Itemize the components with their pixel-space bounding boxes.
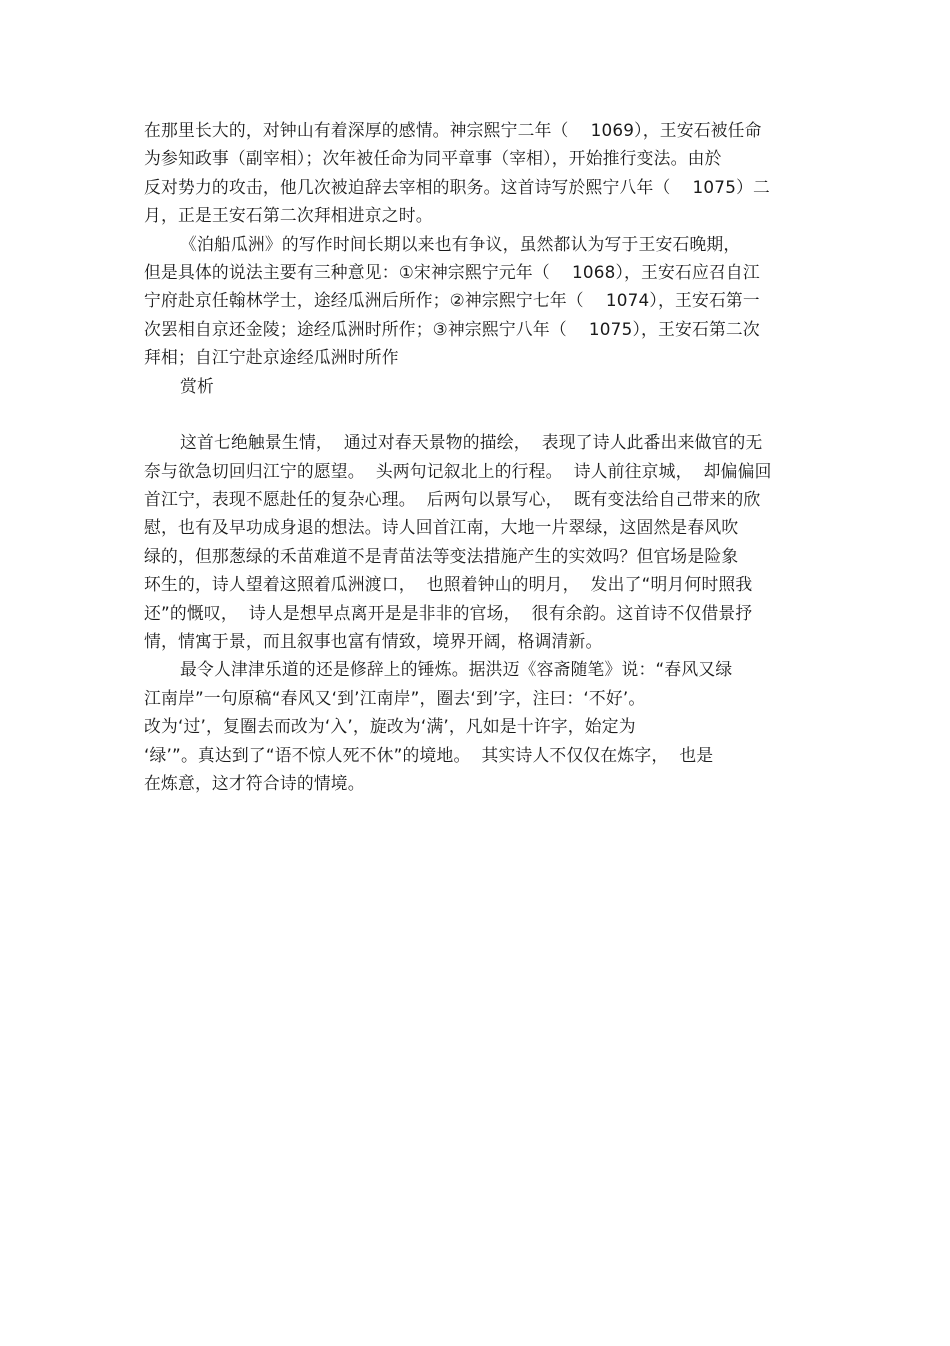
paragraph-start-line: 这首七绝触景生情， 通过对春天景物的描绘， 表现了诗人此番出来做官的无 [180,432,763,453]
text-line: 在炼意，这才符合诗的情境。 [144,772,365,793]
text-line: 反对势力的攻击，他几次被迫辞去宰相的职务。这首诗写於熙宁八年（ 1075）二 [144,176,771,197]
text-line: 月，正是王安石第二次拜相进京之时。 [144,205,433,226]
document-body [144,116,824,797]
text-line: 拜相；自江宁赴京途经瓜洲时所作 [144,347,399,368]
text-line: 环生的，诗人望着这照着瓜洲渡口， 也照着钟山的明月， 发出了“明月何时照我 [144,574,753,595]
paragraph-start-line: 《泊船瓜洲》的写作时间长期以来也有争议，虽然都认为写于王安石晚期， [180,233,741,254]
text-line: 首江宁，表现不愿赴任的复杂心理。 后两句以景写心， 既有变法给自己带来的欣 [144,489,761,510]
text-line: 在那里长大的，对钟山有着深厚的感情。神宗熙宁二年（ 1069），王安石被任命 [144,120,762,140]
text-line: ‘绿’”。真达到了“语不惊人死不休”的境地。 其实诗人不仅仅在炼字， 也是 [144,744,714,765]
paragraph-start-line: 最令人津津乐道的还是修辞上的锤炼。据洪迈《容斋随笔》说：“春风又绿 [180,659,733,680]
text-line: 奈与欲急切回归江宁的愿望。 头两句记叙北上的行程。 诗人前往京城， 却偏偏回 [144,460,772,481]
text-line: 宁府赴京任翰林学士，途经瓜洲后所作；②神宗熙宁七年（ 1074），王安石第一 [144,290,760,311]
section-heading: 赏析 [180,375,214,396]
blank-line [144,400,824,428]
text-line: 江南岸”一句原稿“春风又‘到’江南岸”，圈去‘到’字，注曰：‘不好’。 [144,687,646,708]
text-line: 情，情寓于景，而且叙事也富有情致，境界开阔，格调清新。 [144,631,603,652]
text-line: 但是具体的说法主要有三种意见：①宋神宗熙宁元年（ 1068），王安石应召自江 [144,261,760,282]
text-line: 改为‘过’，复圈去而改为‘入’，旋改为‘满’，凡如是十许字，始定为 [144,716,636,737]
text-line: 次罢相自京还金陵；途经瓜洲时所作；③神宗熙宁八年（ 1075），王安石第二次 [144,318,760,339]
text-line: 绿的，但那葱绿的禾苗难道不是青苗法等变法措施产生的实效吗？但官场是险象 [144,545,739,566]
text-line: 还”的慨叹， 诗人是想早点离开是是非非的官场， 很有余韵。这首诗不仅借景抒 [144,602,753,623]
text-line: 慰，也有及早功成身退的想法。诗人回首江南，大地一片翠绿，这固然是春风吹 [144,517,739,538]
text-line: 为参知政事（副宰相）；次年被任命为同平章事（宰相），开始推行变法。由於 [144,148,722,169]
